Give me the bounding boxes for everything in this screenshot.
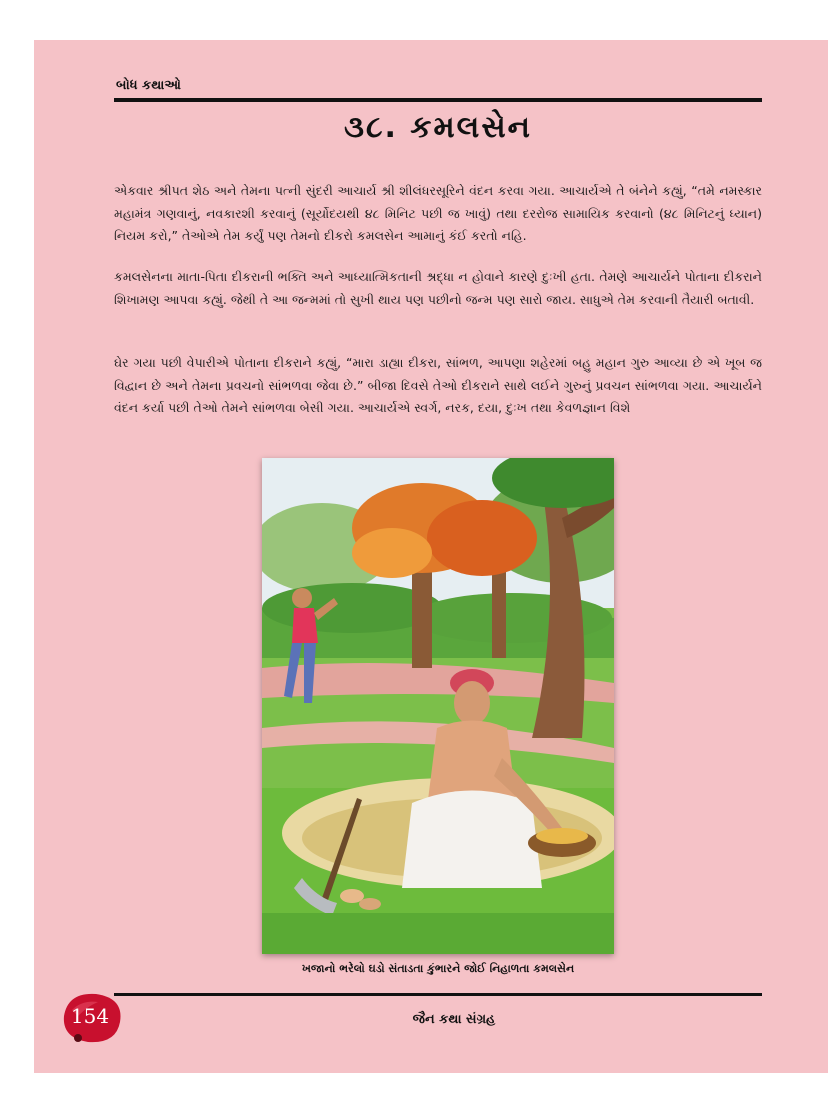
running-header: બોધ કથાઓ bbox=[116, 78, 181, 93]
illustration-caption: ખજાનો ભરેલો ઘડો સંતાડતા કુંભારને જોઈ નિહાળતા કમલસેન bbox=[301, 962, 575, 975]
story-paragraph-1: એકવાર શ્રીપત શેઠ અને તેમના પત્ની સુંદરી આચાર્ય શ્રી શીલંધરસૂરિને વંદન કરવા ગયા. આચાર્યએ તે બંનેને કહ્યું, “તમે નમસ્કાર મહામંત્ર ગણવાનું, નવકારશી કરવાનું (સૂર્યોદયથી ૪૮ મિનિટ પછી જ ખાવું) તથા દરરોજ સામાયિક કરવાનો (૪૮ મિનિટનું ધ્યાન) નિયમ કરો,” તેઓએ તેમ કર્યું પણ તેમનો દીકરો કમલસેન આમાનું કંઈ કરતો નહિ. bbox=[114, 183, 762, 243]
story-paragraph-2: કમલસેનના માતા-પિતા દીકરાની ભક્તિ અને આધ્યાત્મિકતાની શ્રદ્ધા ન હોવાને કારણે દુઃખી હતા. તેમણે આચાર્યને પોતાના દીકરાને શિખામણ આપવા કહ્યું. જેથી તે આ જન્મમાં તો સુખી થાય પણ પછીનો જન્મ પણ સારો જાય. સાધુએ તેમ કરવાની તૈયારી બતાવી. bbox=[114, 269, 762, 307]
story-illustration bbox=[262, 458, 614, 954]
story-title: ૩૮. કમલસેન bbox=[343, 110, 532, 145]
book-page bbox=[34, 40, 828, 1073]
book-title: જૈન કથા સંગ્રહ bbox=[412, 1012, 496, 1027]
header-rule bbox=[114, 98, 762, 102]
footer-rule bbox=[114, 993, 762, 996]
story-paragraph-3: ઘેર ગયા પછી વેપારીએ પોતાના દીકરાને કહ્યું, “મારા ડાહ્યા દીકરા, સાંભળ, આપણા શહેરમાં બહુ મહાન ગુરુ આવ્યા છે એ ખૂબ જ વિદ્વાન છે અને તેમના પ્રવચનો સાંભળવા જેવા છે.” બીજા દિવસે તેઓ દીકરાને સાથે લઈને ગુરુનું પ્રવચન સાંભળવા ગયા. આચાર્યને વંદન કર્યા પછી તેઓ તેમને સાંભળવા બેસી ગયા. આચાર્યએ સ્વર્ગ, નરક, દયા, દુઃખ તથા કેવળજ્ઞાન વિશે bbox=[114, 355, 762, 415]
page-number: 154 bbox=[70, 1004, 110, 1028]
